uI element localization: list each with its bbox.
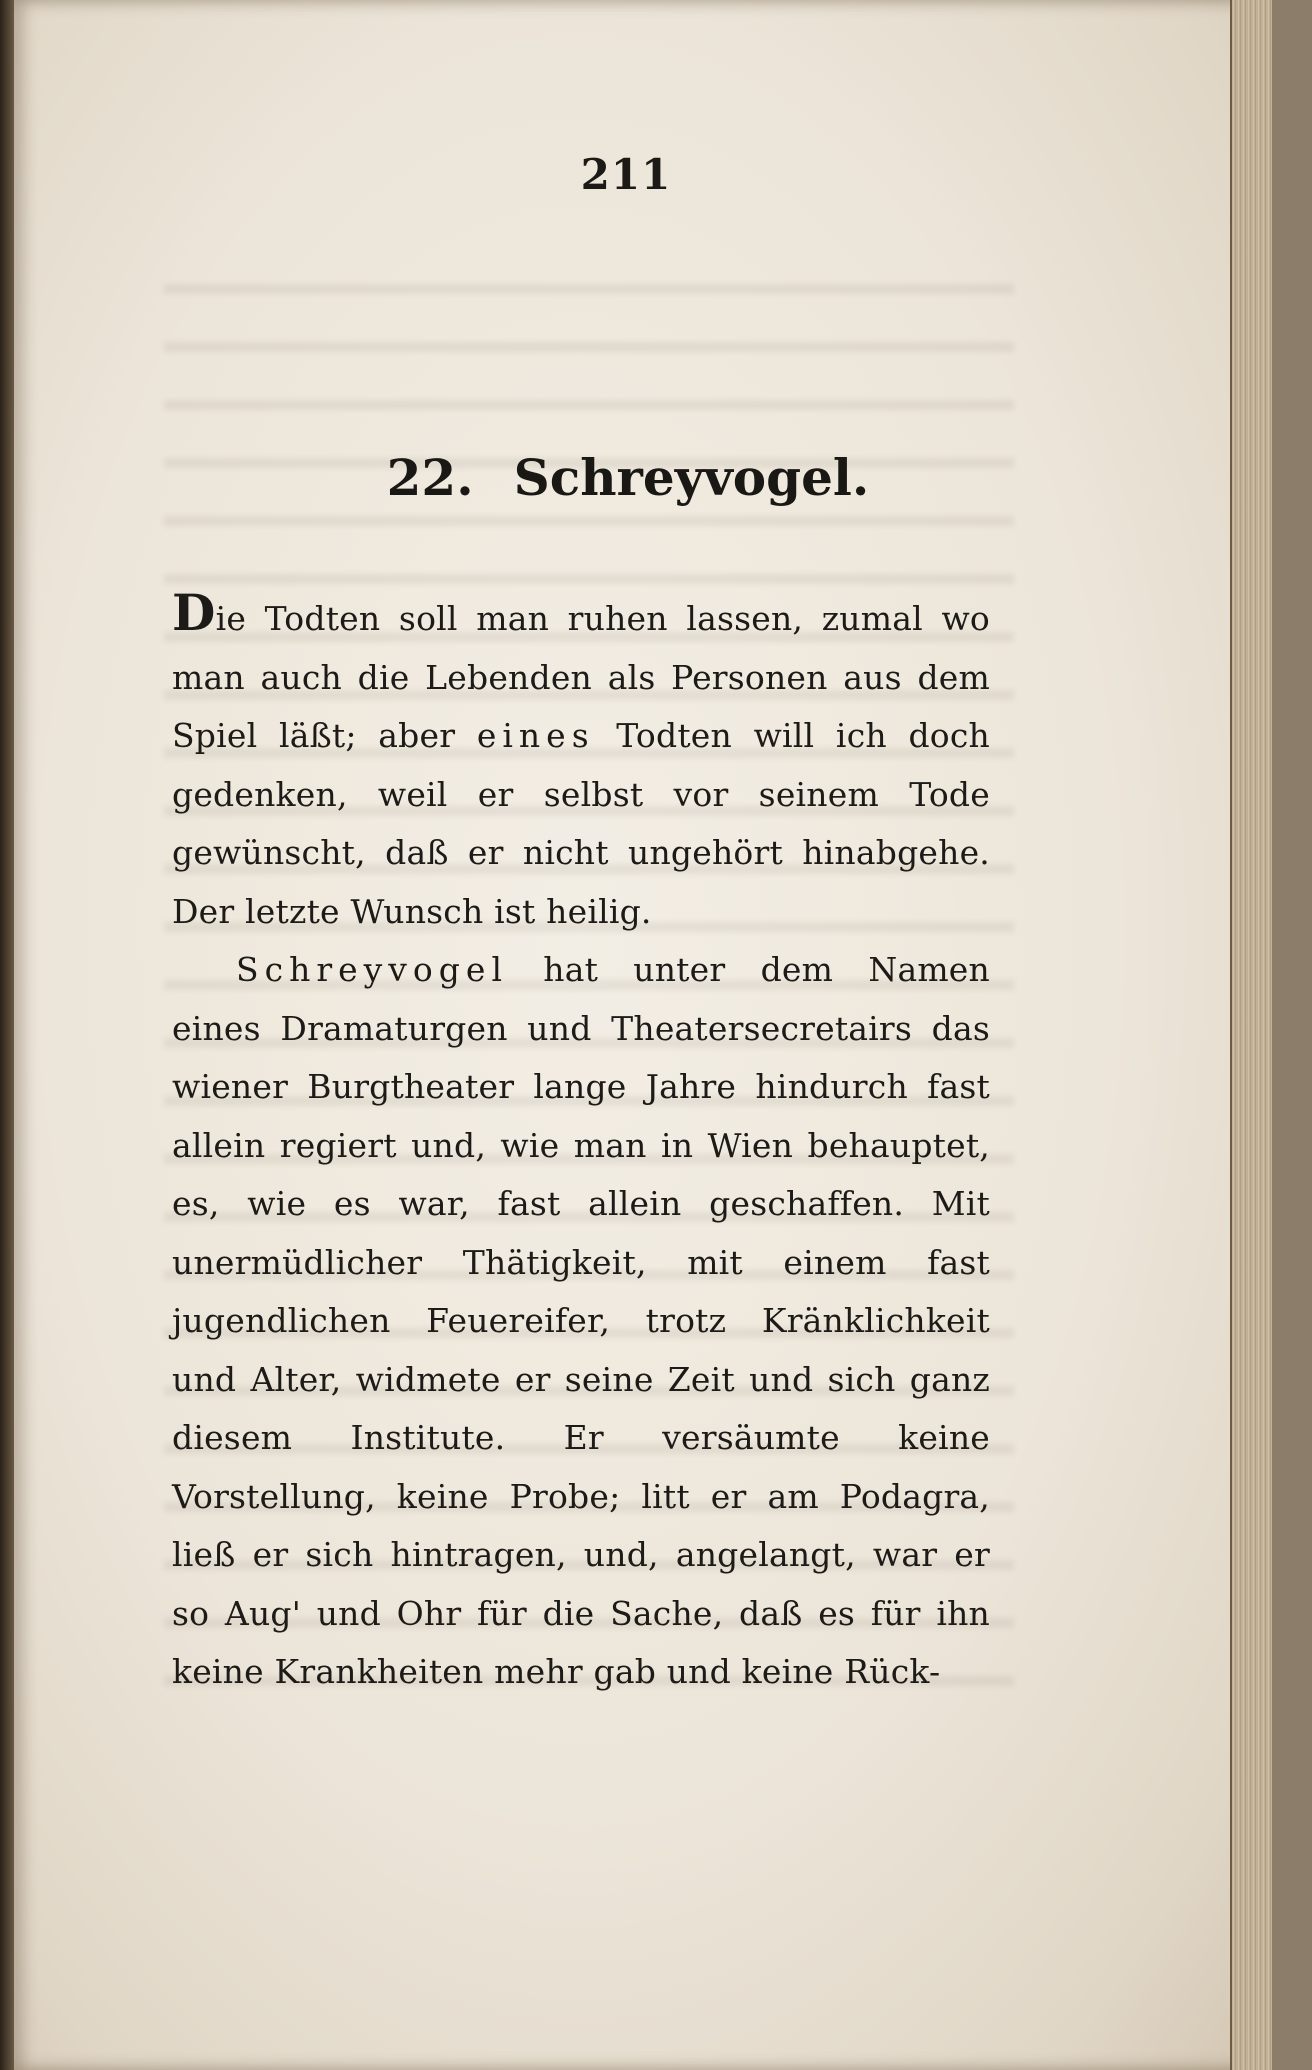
paragraph-1-text-b: Todten will ich doch gedenken, weil er selbst vor seinem Tode gewünscht, daß er nicht ungehört hinabgehe. Der letzte Wunsch ist heilig. (172, 716, 990, 931)
drop-cap: D (172, 583, 216, 642)
page-number: 211 (580, 150, 672, 199)
paragraph-2 (172, 941, 990, 1702)
paragraph-1-text-a: ie Todten soll man ruhen lassen, zumal wo man auch die Lebenden als Personen aus dem Spiel läßt; aber (172, 599, 990, 755)
paragraph-2-emphasis: Schreyvogel (236, 950, 509, 989)
chapter-title: Schreyvogel. (513, 448, 870, 507)
paragraph-1-emphasis: eines (476, 716, 595, 755)
page-edges (1230, 0, 1272, 2070)
paragraph-2-text: hat unter dem Namen eines Dramaturgen und Theatersecretairs das wiener Burgtheater lange Jahre hindurch fast allein regiert und, wie man in Wien behauptet, es, wie es war, fast allein geschaffen. Mit unermüdlicher Thätigkeit, mit einem fast jugendlichen Feuereifer, trotz Kränklichkeit und Alter, widmete er seine Zeit und sich ganz diesem Institute. Er versäumte keine Vorstellung, keine Probe; litt er am Podagra, ließ er sich hintragen, und, angelangt, war er so Aug' und Ohr für die Sache, daß es für ihn keine Krankheiten mehr gab und keine Rück- (172, 950, 990, 1691)
body-text (172, 583, 990, 1702)
chapter-heading (0, 448, 1284, 507)
book-gutter (0, 0, 14, 2070)
paragraph-1 (172, 583, 990, 941)
chapter-number: 22. (386, 448, 474, 507)
